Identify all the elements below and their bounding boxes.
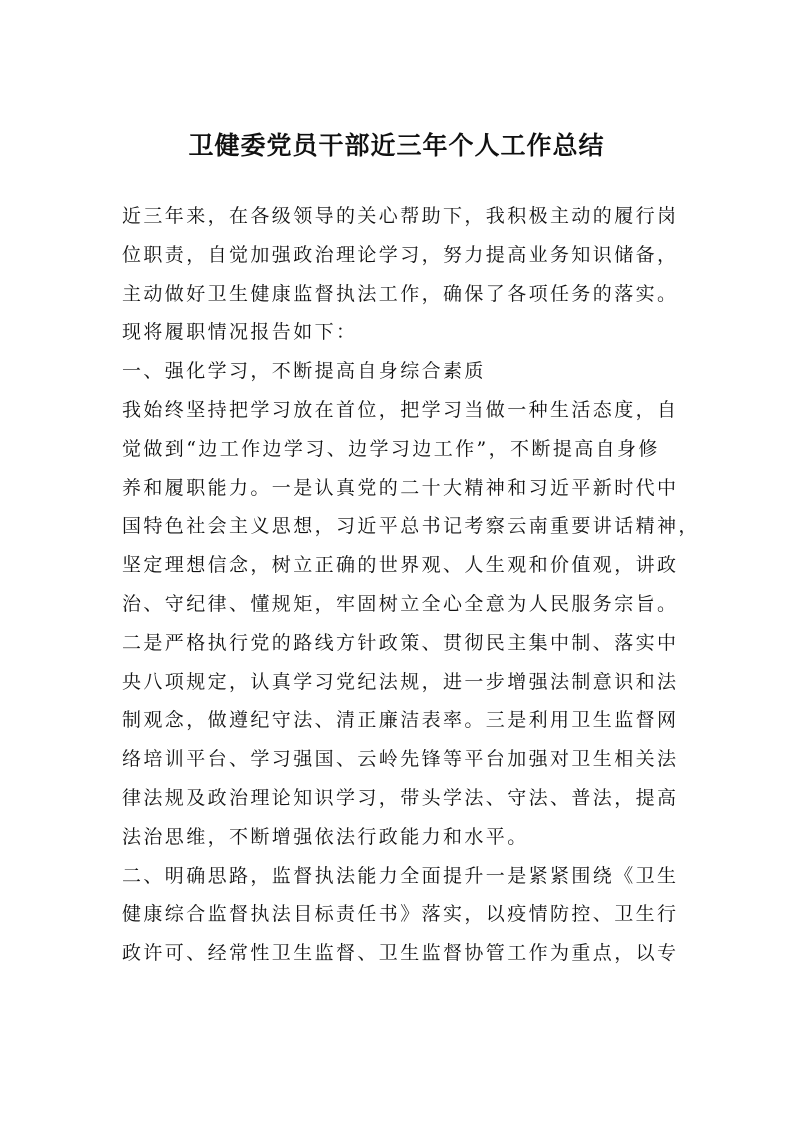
text-line: 政许可、经常性卫生监督、卫生监督协管工作为重点，以专 xyxy=(122,942,679,965)
text-line: 现将履职情况报告如下： xyxy=(122,321,358,344)
text-line: 律法规及政治理论知识学习，带头学法、守法、普法，提高 xyxy=(122,786,679,809)
text-line: 养和履职能力。一是认真党的二十大精神和习近平新时代中 xyxy=(122,476,679,499)
document-body xyxy=(122,197,700,973)
text-line: 觉做到“边工作边学习、边学习边工作”，不断提高自身修 xyxy=(122,437,660,460)
text-line: 一、强化学习，不断提高自身综合素质 xyxy=(122,360,486,383)
text-line: 央八项规定，认真学习党纪法规，进一步增强法制意识和法 xyxy=(122,670,679,693)
text-line: 我始终坚持把学习放在首位，把学习当做一种生活态度，自 xyxy=(122,398,679,421)
document-title: 卫健委党员干部近三年个人工作总结 xyxy=(188,131,605,160)
text-line: 位职责，自觉加强政治理论学习，努力提高业务知识储备， xyxy=(122,243,679,266)
text-line: 治、守纪律、懂规矩，牢固树立全心全意为人民服务宗旨。 xyxy=(122,592,679,615)
text-line: 健康综合监督执法目标责任书》落实，以疫情防控、卫生行 xyxy=(122,903,679,926)
text-line: 二是严格执行党的路线方针政策、贯彻民主集中制、落实中 xyxy=(122,631,679,654)
text-line: 制观念，做遵纪守法、清正廉洁表率。三是利用卫生监督网 xyxy=(122,709,679,732)
text-line: 络培训平台、学习强国、云岭先锋等平台加强对卫生相关法 xyxy=(122,748,679,771)
text-line: 法治思维，不断增强依法行政能力和水平。 xyxy=(122,825,529,848)
text-line: 近三年来，在各级领导的关心帮助下，我积极主动的履行岗 xyxy=(122,205,679,227)
text-line: 国特色社会主义思想，习近平总书记考察云南重要讲话精神， xyxy=(122,515,700,538)
text-line: 坚定理想信念，树立正确的世界观、人生观和价值观，讲政 xyxy=(122,554,679,577)
text-line: 二、明确思路，监督执法能力全面提升一是紧紧围绕《卫生 xyxy=(122,864,679,887)
text-line: 主动做好卫生健康监督执法工作，确保了各项任务的落实。 xyxy=(122,282,679,305)
